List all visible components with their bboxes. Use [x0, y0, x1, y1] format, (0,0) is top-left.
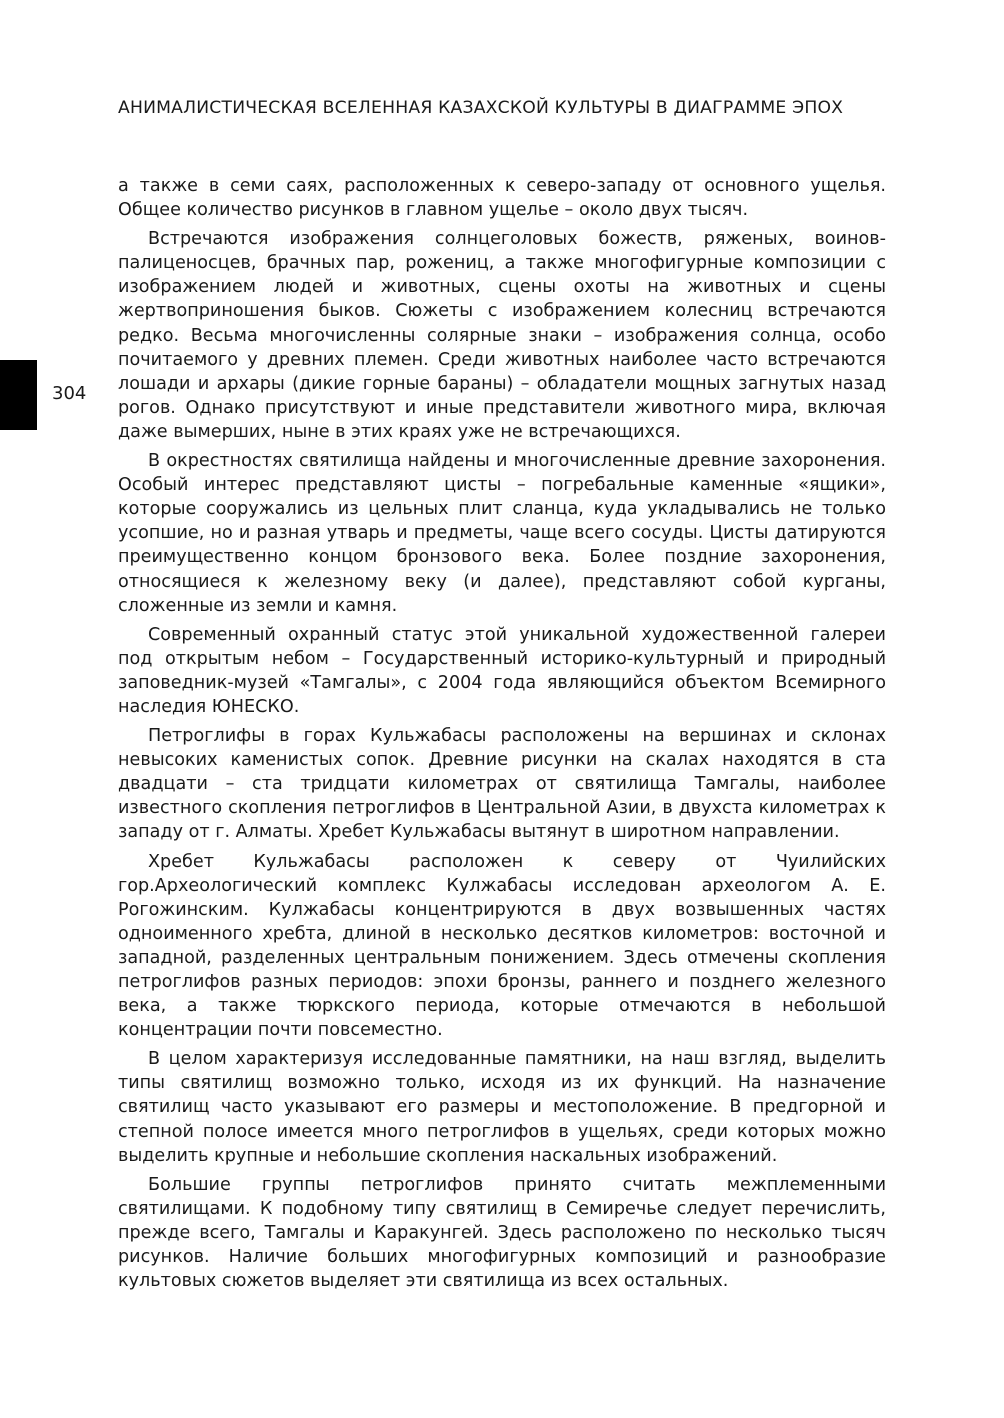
paragraph: В целом характеризуя исследованные памятники, на наш взгляд, выделить типы святилищ возможно только, исходя из их функций. На назначение святилищ часто указывают его размеры и местоположение. В предгорной и степной полосе имеется много петроглифов в ущельях, среди которых можно выделить крупные и небольшие скопления наскальных изображений. [118, 1049, 886, 1166]
paragraph: а также в семи саях, расположенных к северо-западу от основного ущелья. Общее количество рисунков в главном ущелье – около двух тысяч. [118, 176, 886, 221]
paragraph: Большие группы петроглифов принято считать межплеменными святилищами. К подобному типу святилищ в Семиречье следует перечислить, прежде всего, Тамгалы и Каракунгей. Здесь расположено по несколько тысяч рисунков. Наличие больших многофигурных композиций и разнообразие культовых сюжетов выделяет эти святилища из всех остальных. [118, 1174, 886, 1292]
paragraph: Петроглифы в горах Кульжабасы расположены на вершинах и склонах невысоких каменистых сопок. Древние рисунки на скалах находятся в ста двадцати – ста тридцати километрах от святилища Тамгалы, наиболее известного скопления петроглифов в Центральной Азии, в двухста километрах к западу от г. Алматы. Хребет Кульжабасы вытянут в широтном направлении. [118, 726, 886, 843]
page-edge-tab [0, 360, 37, 430]
paragraph: Хребет Кульжабасы расположен к северу от Чуилийских гор.Археологический комплекс Кулжабасы исследован археологом А. Е. Рогожинским. Кулжабасы концентрируются в двух возвышенных частях одноименного хребта, длиной в несколько десятков километров: восточной и западной, разделенных центральным понижением. Здесь отмечены скопления петроглифов разных периодов: эпохи бронзы, раннего и позднего железного века, а также тюркского периода, которые отмечаются в небольшой концентрации почти повсеместно. [118, 851, 886, 1041]
paragraph: Современный охранный статус этой уникальной художественной галереи под открытым небом – Государственный историко-культурный и природный заповедник-музей «Тамгалы», с 2004 года являющийся объектом Всемирного наследия ЮНЕСКО. [118, 624, 886, 717]
paragraph: В окрестностях святилища найдены и многочисленные древние захоронения. Особый интерес представляют цисты – погребальные каменные «ящики», которые сооружались из цельных плит сланца, куда укладывались не только усопшие, но и разная утварь и предметы, чаще всего сосуды. Цисты датируются преимущественно концом бронзового века. Более поздние захоронения, относящиеся к железному веку (и далее), представляют собой курганы, сложенные из земли и камня. [118, 451, 886, 616]
running-header: АНИМАЛИСТИЧЕСКАЯ ВСЕЛЕННАЯ КАЗАХСКОЙ КУЛЬТУРЫ В ДИАГРАММЕ ЭПОХ [118, 98, 844, 118]
body-text [118, 174, 886, 1298]
page-number: 304 [52, 383, 87, 404]
paragraph: Встречаются изображения солнцеголовых божеств, ряженых, воинов-палиценосцев, брачных пар, рожениц, а также многофигурные композиции с изображением людей и животных, сцены охоты на животных и сцены жертвоприношения быков. Сюжеты с изображением колесниц встречаются редко. Весьма многочисленны солярные знаки – изображения солнца, особо почитаемого у древних племен. Среди животных наиболее часто встречаются лошади и архары (дикие горные бараны) – обладатели мощных загнутых назад рогов. Однако присутствуют и иные представители животного мира, включая даже вымерших, ныне в этих краях уже не встречающихся. [118, 229, 886, 442]
